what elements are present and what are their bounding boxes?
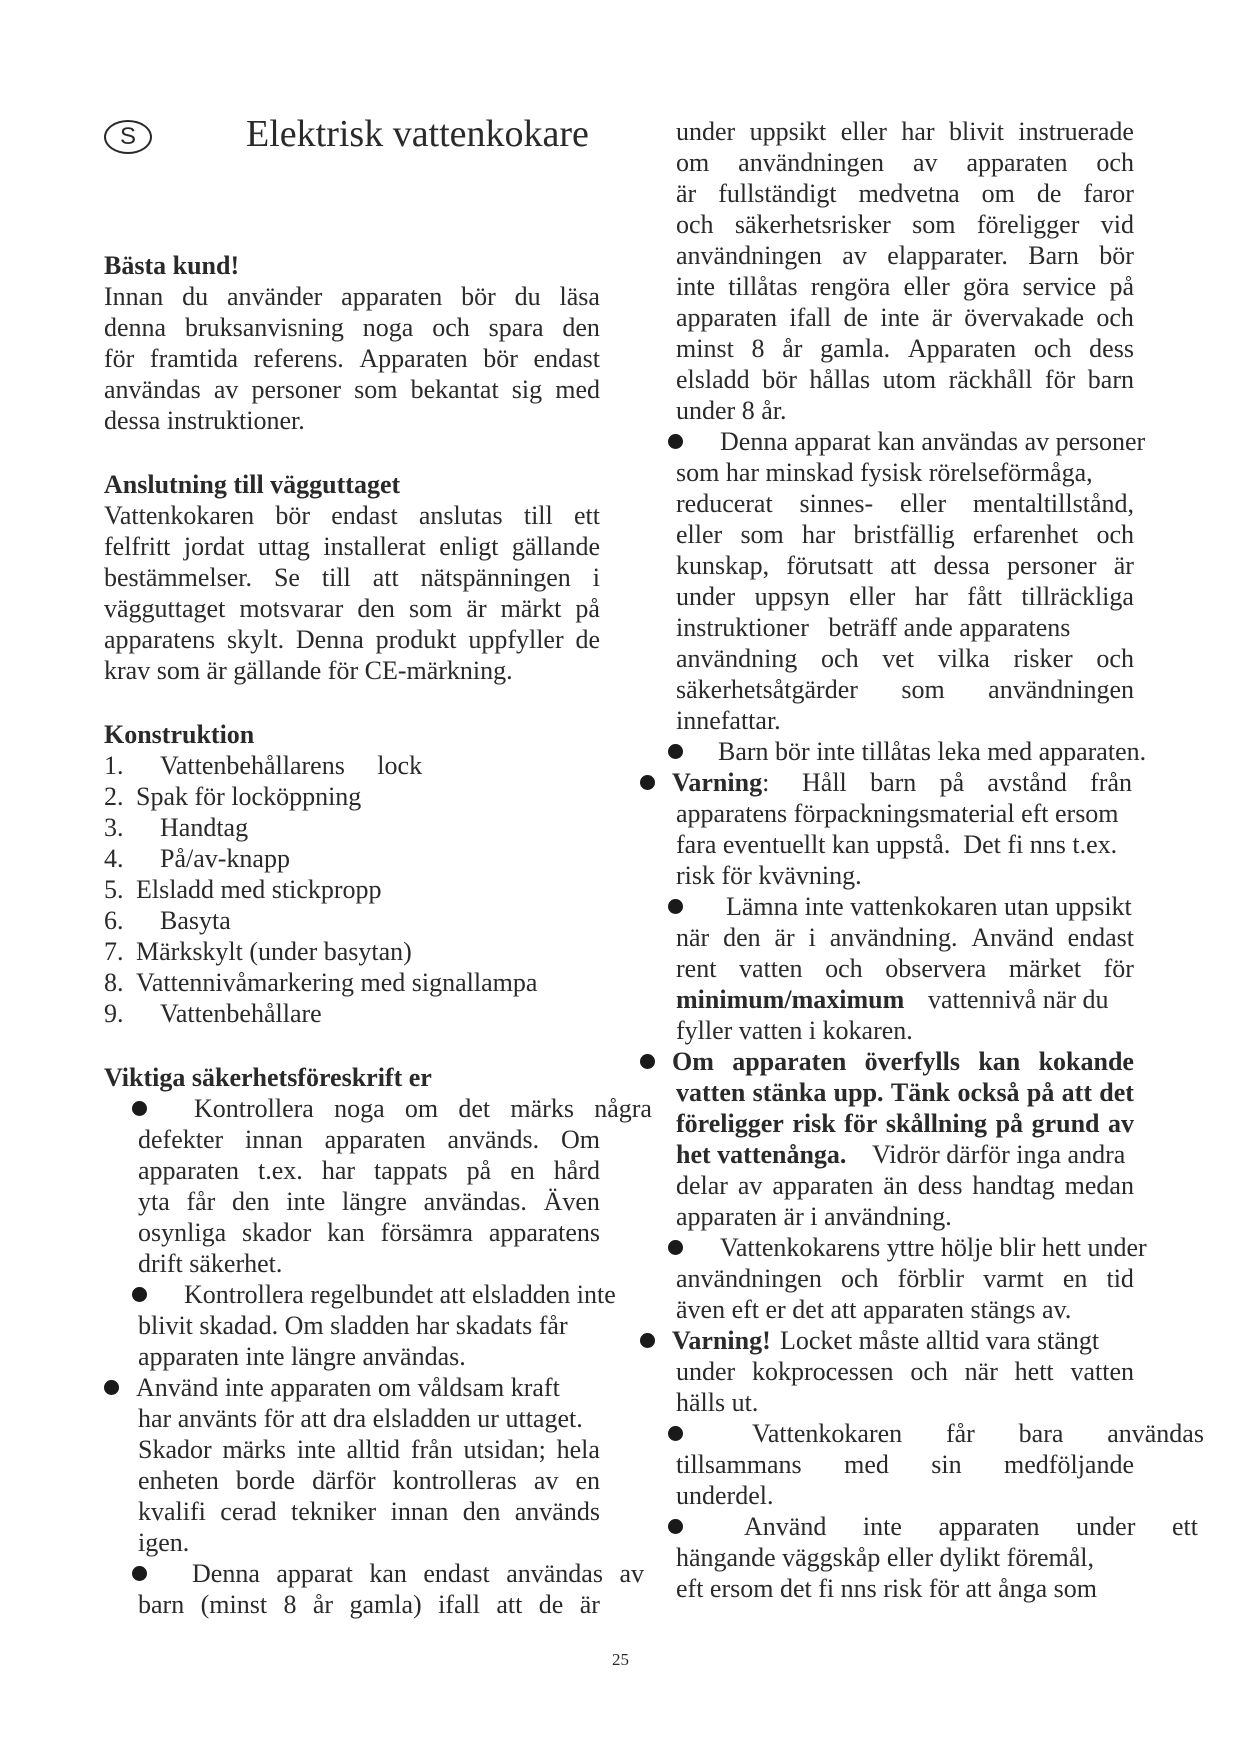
right-line: minst 8 år gamla. Apparaten och dess: [676, 334, 1134, 363]
right-line: hälls ut.: [676, 1388, 759, 1417]
right-line: rent vatten och observera märket för: [676, 954, 1134, 983]
connection-line: Vattenkokaren bör endast anslutas till ett: [104, 501, 600, 530]
safety-line: drift säkerhet.: [138, 1249, 283, 1278]
part-number: 4.: [104, 844, 124, 873]
part-number: 5.: [104, 875, 124, 904]
right-line: användning och vet vilka risker och: [676, 644, 1134, 673]
bullet-icon: [132, 1287, 147, 1302]
greeting-line: Innan du använder apparaten bör du läsa: [104, 282, 600, 311]
right-line: delar av apparaten än dess handtag medan: [676, 1171, 1134, 1200]
right-line: apparaten ifall de inte är övervakade och: [676, 303, 1134, 332]
safety-line: Kontrollera regelbundet att elsladden inte: [184, 1280, 616, 1309]
bullet-icon: [668, 1426, 683, 1441]
page-title: Elektrisk vattenkokare: [246, 113, 589, 155]
right-line: eft ersom det fi nns risk för att ånga som: [676, 1574, 1097, 1603]
page-number: 25: [612, 1650, 629, 1669]
part-number: 1.: [104, 751, 124, 780]
right-line: Locket måste alltid vara stängt: [780, 1326, 1100, 1355]
connection-line: vägguttaget motsvarar den som är märkt på: [104, 594, 600, 623]
greeting-line: dessa instruktioner.: [104, 406, 305, 435]
greeting-line: användas av personer som bekantat sig med: [104, 375, 600, 404]
safety-line: yta får den inte längre användas. Även: [138, 1187, 600, 1216]
right-line: användningen och förblir varmt en tid: [676, 1264, 1134, 1293]
greeting-line: denna bruksanvisning noga och spara den: [104, 313, 600, 342]
right-line-bold: föreligger risk för skållning på grund av: [676, 1109, 1134, 1138]
safety-line: apparaten inte längre användas.: [138, 1342, 466, 1371]
warning-label: Varning: [672, 768, 763, 797]
right-line: eller som har bristfällig erfarenhet och: [676, 520, 1134, 549]
part-label: Basyta: [160, 906, 231, 935]
part-number: 6.: [104, 906, 124, 935]
safety-line: Använd inte apparaten om våldsam kraft: [136, 1373, 560, 1402]
right-line: Barn bör inte tillåtas leka med apparaten.: [718, 737, 1147, 766]
warning-colon: :: [762, 768, 770, 797]
safety-line: igen.: [138, 1528, 190, 1557]
bullet-icon: [104, 1380, 119, 1395]
part-label: Elsladd med stickpropp: [136, 875, 382, 904]
safety-line: Kontrollera noga om det märks några: [194, 1094, 652, 1123]
safety-line: blivit skadad. Om sladden har skadats får: [138, 1311, 568, 1340]
right-line: inte tillåtas rengöra eller göra service på: [676, 272, 1134, 301]
safety-heading: Viktiga säkerhetsföreskrift er: [104, 1063, 432, 1092]
right-line: kunskap, förutsatt att dessa personer är: [676, 551, 1134, 580]
steam-bold: het vattenånga.: [676, 1140, 847, 1169]
right-line: Håll barn på avstånd från: [802, 768, 1132, 797]
right-line: under uppsikt eller har blivit instruerade: [676, 117, 1134, 146]
minmax-line: [676, 984, 904, 1015]
minmax-bold: minimum/maximum: [676, 985, 905, 1014]
right-line: risk för kvävning.: [676, 861, 862, 890]
language-badge: [104, 120, 152, 154]
right-line: även eft er det att apparaten stängs av.: [676, 1295, 1072, 1324]
safety-line: kvalifi cerad tekniker innan den används: [138, 1497, 600, 1526]
right-line: apparaten är i användning.: [676, 1202, 952, 1231]
right-line: under uppsyn eller har fått tillräckliga: [676, 582, 1134, 611]
right-line: och säkerhetsrisker som föreligger vid: [676, 210, 1134, 239]
right-line: när den är i användning. Använd endast: [676, 923, 1134, 952]
steam-line: [676, 1139, 846, 1170]
safety-line: defekter innan apparaten används. Om: [138, 1125, 600, 1154]
safety-line: Denna apparat kan endast användas av: [192, 1559, 644, 1588]
safety-line: Skador märks inte alltid från utsidan; hela: [138, 1435, 600, 1464]
right-line: Denna apparat kan användas av personer: [720, 427, 1146, 456]
bullet-icon: [668, 1519, 683, 1534]
bullet-icon: [132, 1101, 147, 1116]
part-label: Vattenbehållarens lock: [160, 751, 423, 780]
right-line: underdel.: [676, 1481, 774, 1510]
construction-heading: Konstruktion: [104, 720, 255, 749]
part-label: Handtag: [160, 813, 249, 842]
language-code: S: [119, 123, 136, 150]
bullet-icon: [640, 1333, 655, 1348]
bullet-icon: [640, 1054, 655, 1069]
right-line: fyller vatten i kokaren.: [676, 1016, 913, 1045]
bullet-icon: [668, 434, 683, 449]
safety-line: apparaten t.ex. har tappats på en hård: [138, 1156, 600, 1185]
part-label: På/av-knapp: [160, 844, 290, 873]
connection-line: apparatens skylt. Denna produkt uppfyller de: [104, 625, 600, 654]
right-line: elsladd bör hållas utom räckhåll för barn: [676, 365, 1134, 394]
right-line: fara eventuellt kan uppstå. Det fi nns t.ex.: [676, 830, 1118, 859]
right-line: instruktioner beträff ande apparatens: [676, 613, 1071, 642]
right-line: är fullständigt medvetna om de faror: [676, 179, 1134, 208]
bullet-icon: [668, 899, 683, 914]
right-line: säkerhetsåtgärder som användningen: [676, 675, 1134, 704]
part-number: 7.: [104, 937, 124, 966]
right-line: innefattar.: [676, 706, 781, 735]
safety-line: osynliga skador kan försämra apparatens: [138, 1218, 600, 1247]
warning-label: Varning!: [672, 1326, 771, 1355]
connection-line: krav som är gällande för CE-märkning.: [104, 656, 513, 685]
safety-line: enheten borde därför kontrolleras av en: [138, 1466, 600, 1495]
greeting-line: för framtida referens. Apparaten bör endast: [104, 344, 600, 373]
bullet-icon: [668, 1240, 683, 1255]
right-line: hängande väggskåp eller dylikt föremål,: [676, 1543, 1095, 1572]
bullet-icon: [132, 1566, 147, 1581]
right-line: Vattenkokarens yttre hölje blir hett under: [720, 1233, 1147, 1262]
right-line: under kokprocessen och när hett vatten: [676, 1357, 1134, 1386]
part-label: Vattennivåmarkering med signallampa: [136, 968, 538, 997]
safety-line: barn (minst 8 år gamla) ifall att de är: [138, 1590, 600, 1619]
part-number: 8.: [104, 968, 124, 997]
connection-line: felfritt jordat uttag installerat enligt gällande: [104, 532, 600, 561]
right-line: apparatens förpackningsmaterial eft ersom: [676, 799, 1119, 828]
right-line: under 8 år.: [676, 396, 787, 425]
right-line: Använd inte apparaten under ett: [744, 1512, 1198, 1541]
right-line: tillsammans med sin medföljande: [676, 1450, 1134, 1479]
bullet-icon: [640, 775, 655, 790]
warning-line: [672, 1325, 771, 1356]
right-line: Vattenkokaren får bara användas: [752, 1419, 1204, 1448]
connection-line: bestämmelser. Se till att nätspänningen i: [104, 563, 600, 592]
greeting-heading: Bästa kund!: [104, 251, 240, 280]
right-line-bold: Om apparaten överfylls kan kokande: [672, 1047, 1134, 1076]
right-line: Vidrör därför inga andra: [872, 1140, 1126, 1169]
right-line: om användningen av apparaten och: [676, 148, 1134, 177]
warning-line: [672, 767, 769, 798]
part-number: 3.: [104, 813, 124, 842]
right-line-bold: vatten stänka upp. Tänk också på att det: [676, 1078, 1134, 1107]
part-number: 2.: [104, 782, 124, 811]
safety-line: har använts för att dra elsladden ur uttaget.: [138, 1404, 583, 1433]
right-line: vattennivå när du: [928, 985, 1109, 1014]
right-line: användningen av elapparater. Barn bör: [676, 241, 1134, 270]
part-number: 9.: [104, 999, 124, 1028]
right-line: som har minskad fysisk rörelseförmåga,: [676, 458, 1093, 487]
part-label: Märkskylt (under basytan): [136, 937, 412, 966]
right-line: Lämna inte vattenkokaren utan uppsikt: [726, 892, 1132, 921]
part-label: Spak för locköppning: [136, 782, 362, 811]
right-line: reducerat sinnes- eller mentaltillstånd,: [676, 489, 1134, 518]
bullet-icon: [668, 744, 683, 759]
part-label: Vattenbehållare: [160, 999, 322, 1028]
connection-heading: Anslutning till vägguttaget: [104, 470, 401, 499]
